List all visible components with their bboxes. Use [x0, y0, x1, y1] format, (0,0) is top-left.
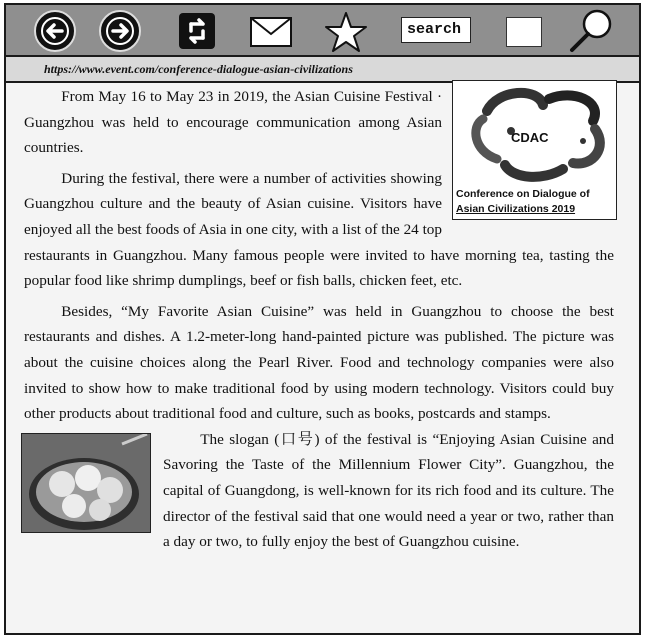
search-input[interactable]: search — [401, 17, 471, 43]
magnifier-icon — [566, 7, 616, 55]
forward-button[interactable] — [99, 10, 141, 52]
back-button[interactable] — [34, 10, 76, 52]
paragraph-2: During the festival, there were a number of activities showing Guangzhou culture and the beauty of Asian cuisine. Visitors have enjoyed all the best foods of Asia in one city, with a list of the 24 top restaurants in Guangzhou. Many famous people were invited to have morning tea, tasting the popular food like shrimp dumplings, beef or fish balls, chicken feet, etc. — [24, 169, 614, 290]
star-icon — [324, 11, 368, 53]
paragraph-4: The slogan (口号) of the festival is “Enjoying Asian Cuisine and Savoring the Taste of the Millennium Flower City”. Guangzhou, the capital of Guangdong, is well-known for its rich food and its culture. The director of the festival said that one would need a year or two, rather than a day or two, to fully enjoy the best of Guangzhou cuisine. — [163, 430, 614, 551]
address-bar[interactable]: https://www.event.com/conference-dialogue-asian-civilizations — [6, 57, 639, 83]
right-arrow-icon — [106, 17, 134, 45]
search-button[interactable] — [566, 7, 616, 60]
favorite-button[interactable] — [324, 11, 368, 58]
refresh-icon — [179, 13, 215, 49]
paragraph-3: Besides, “My Favorite Asian Cuisine” was held in Guangzhou to choose the best restaurants and dishes. A 1.2-meter-long hand-painted picture was published. The picture was about the cuisine choices along the Pearl River. Food and technology companies were also invited to show how to make traditional food by using modern technology. Visitors could buy other products about traditional food and culture, such as books, postcards and stamps. — [24, 302, 614, 423]
refresh-button[interactable] — [179, 13, 215, 49]
logo-caption-line1: Conference on Dialogue of — [456, 188, 590, 200]
blank-button[interactable] — [506, 17, 542, 47]
left-arrow-icon — [41, 17, 69, 45]
logo-acronym: CDAC — [511, 130, 549, 145]
paragraph-1: From May 16 to May 23 in 2019, the Asian Cuisine Festival · Guangzhou was held to encourage communication among Asian countries. — [24, 88, 442, 157]
logo-caption — [456, 187, 616, 217]
dumplings-image — [22, 434, 151, 533]
mail-button[interactable] — [250, 17, 292, 52]
toolbar — [6, 5, 639, 57]
logo-caption-line2: Asian Civilizations 2019 — [456, 203, 576, 215]
cdac-logo — [452, 80, 617, 220]
food-photo — [21, 433, 151, 533]
envelope-icon — [250, 17, 292, 47]
article — [24, 84, 614, 555]
